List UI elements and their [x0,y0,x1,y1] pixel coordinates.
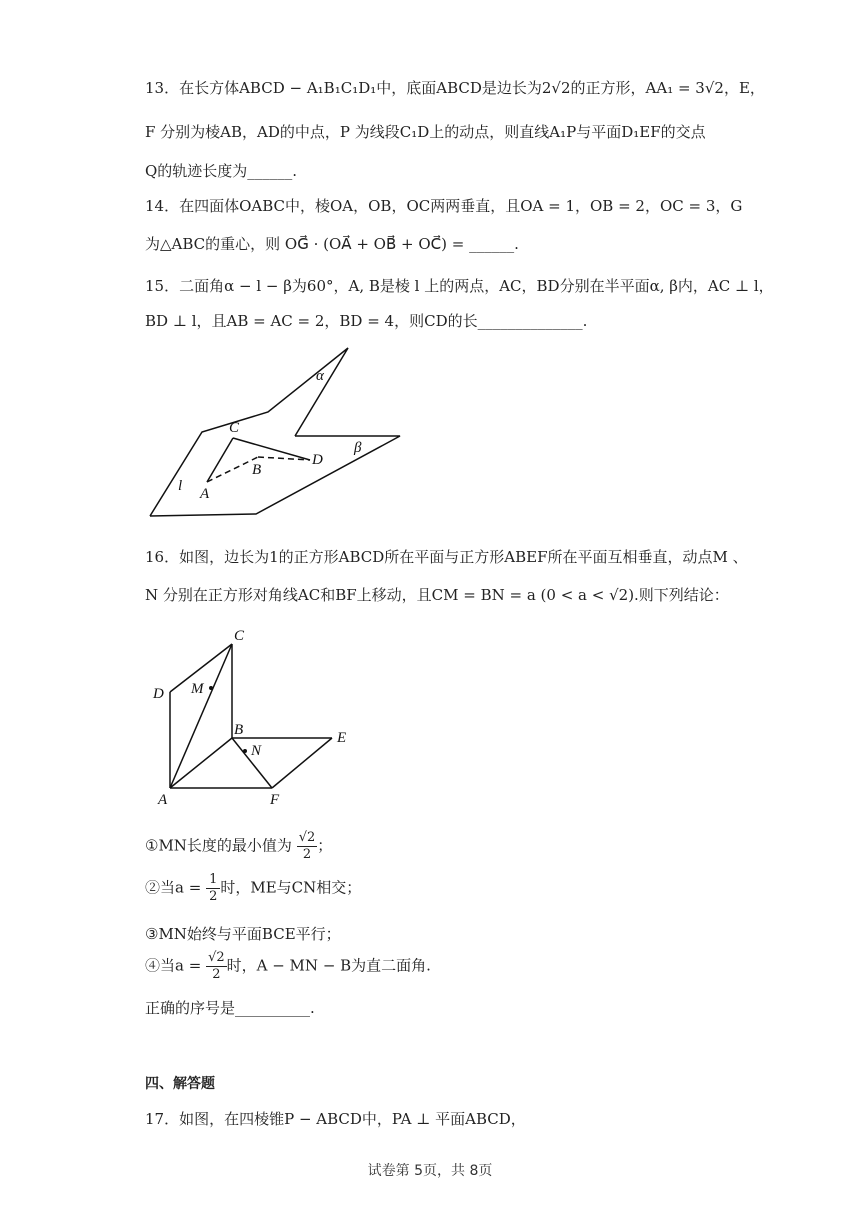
point-m [209,686,213,690]
label-e: E [337,730,347,746]
q16-line-1: 16．如图，边长为1的正方形ABCD所在平面与正方形ABEF所在平面互相垂直，动点M 、 [145,548,748,566]
label-b2: B [234,722,244,738]
q13-line-1: 13．在长方体ABCD − A₁B₁C₁D₁中，底面ABCD是边长为2√2的正方形，AA₁ = 3√2，E， [145,79,765,97]
label-f: F [270,792,280,808]
q16-answer-line: 正确的序号是__________. [145,999,315,1017]
dihedral-figure [140,340,420,525]
label-l: l [178,478,183,494]
label-b: B [252,462,262,478]
segment-cd [233,438,310,460]
label-a: A [200,486,210,502]
q14-line-2: 为△ABC的重心，则 OG⃗ · (OA⃗ + OB⃗ + OC⃗) = ______. [145,235,519,253]
squares-figure [145,620,365,810]
page-footer: 试卷第 5页，共 8页 [367,1163,493,1179]
section-heading: 四、解答题 [145,1076,215,1092]
label-n: N [251,743,262,759]
label-d: D [312,452,323,468]
label-alpha: α [316,368,324,384]
label-d2: D [153,686,164,702]
q17-line-1: 17．如图，在四棱锥P − ABCD中，PA ⊥ 平面ABCD， [145,1110,526,1128]
q16-line-2: N 分别在正方形对角线AC和BF上移动，且CM = BN = a (0 < a < √2).则下列结论： [145,586,729,604]
q13-line-2: F 分别为棱AB，AD的中点，P 为线段C₁D上的动点，则直线A₁P与平面D₁EF的交点 [145,123,706,141]
conclusion-3: ③MN始终与平面BCE平行； [145,925,341,943]
conclusion-2: ②当a = $\frac{1}{2}$ 时，ME与CN相交； [145,872,362,904]
point-n [243,749,247,753]
q15-line-1: 15．二面角α − l − β为60°，A, B是棱 l 上的两点，AC，BD分别在半平面α, β内，AC ⊥ l， [145,277,774,295]
q15-line-2: BD ⊥ l，且AB = AC = 2，BD = 4，则CD的长______________. [145,312,588,330]
q13-line-3: Q的轨迹长度为______. [145,162,298,180]
plane-beta-outline [150,436,400,516]
label-c2: C [234,628,245,644]
conclusion-1: ①MN长度的最小值为 $\frac{√2}{2}$ ； [145,830,333,862]
label-m: M [191,681,204,697]
q14-line-1: 14．在四面体OABC中，棱OA，OB，OC两两垂直，且OA = 1，OB = 2，OC = 3，G [145,197,743,215]
label-beta: β [354,440,362,456]
label-c: C [229,420,240,436]
conclusion-4: ④当a = $\frac{√2}{2}$ 时，A − MN − B为直二面角. [145,950,431,982]
label-a2: A [158,792,168,808]
